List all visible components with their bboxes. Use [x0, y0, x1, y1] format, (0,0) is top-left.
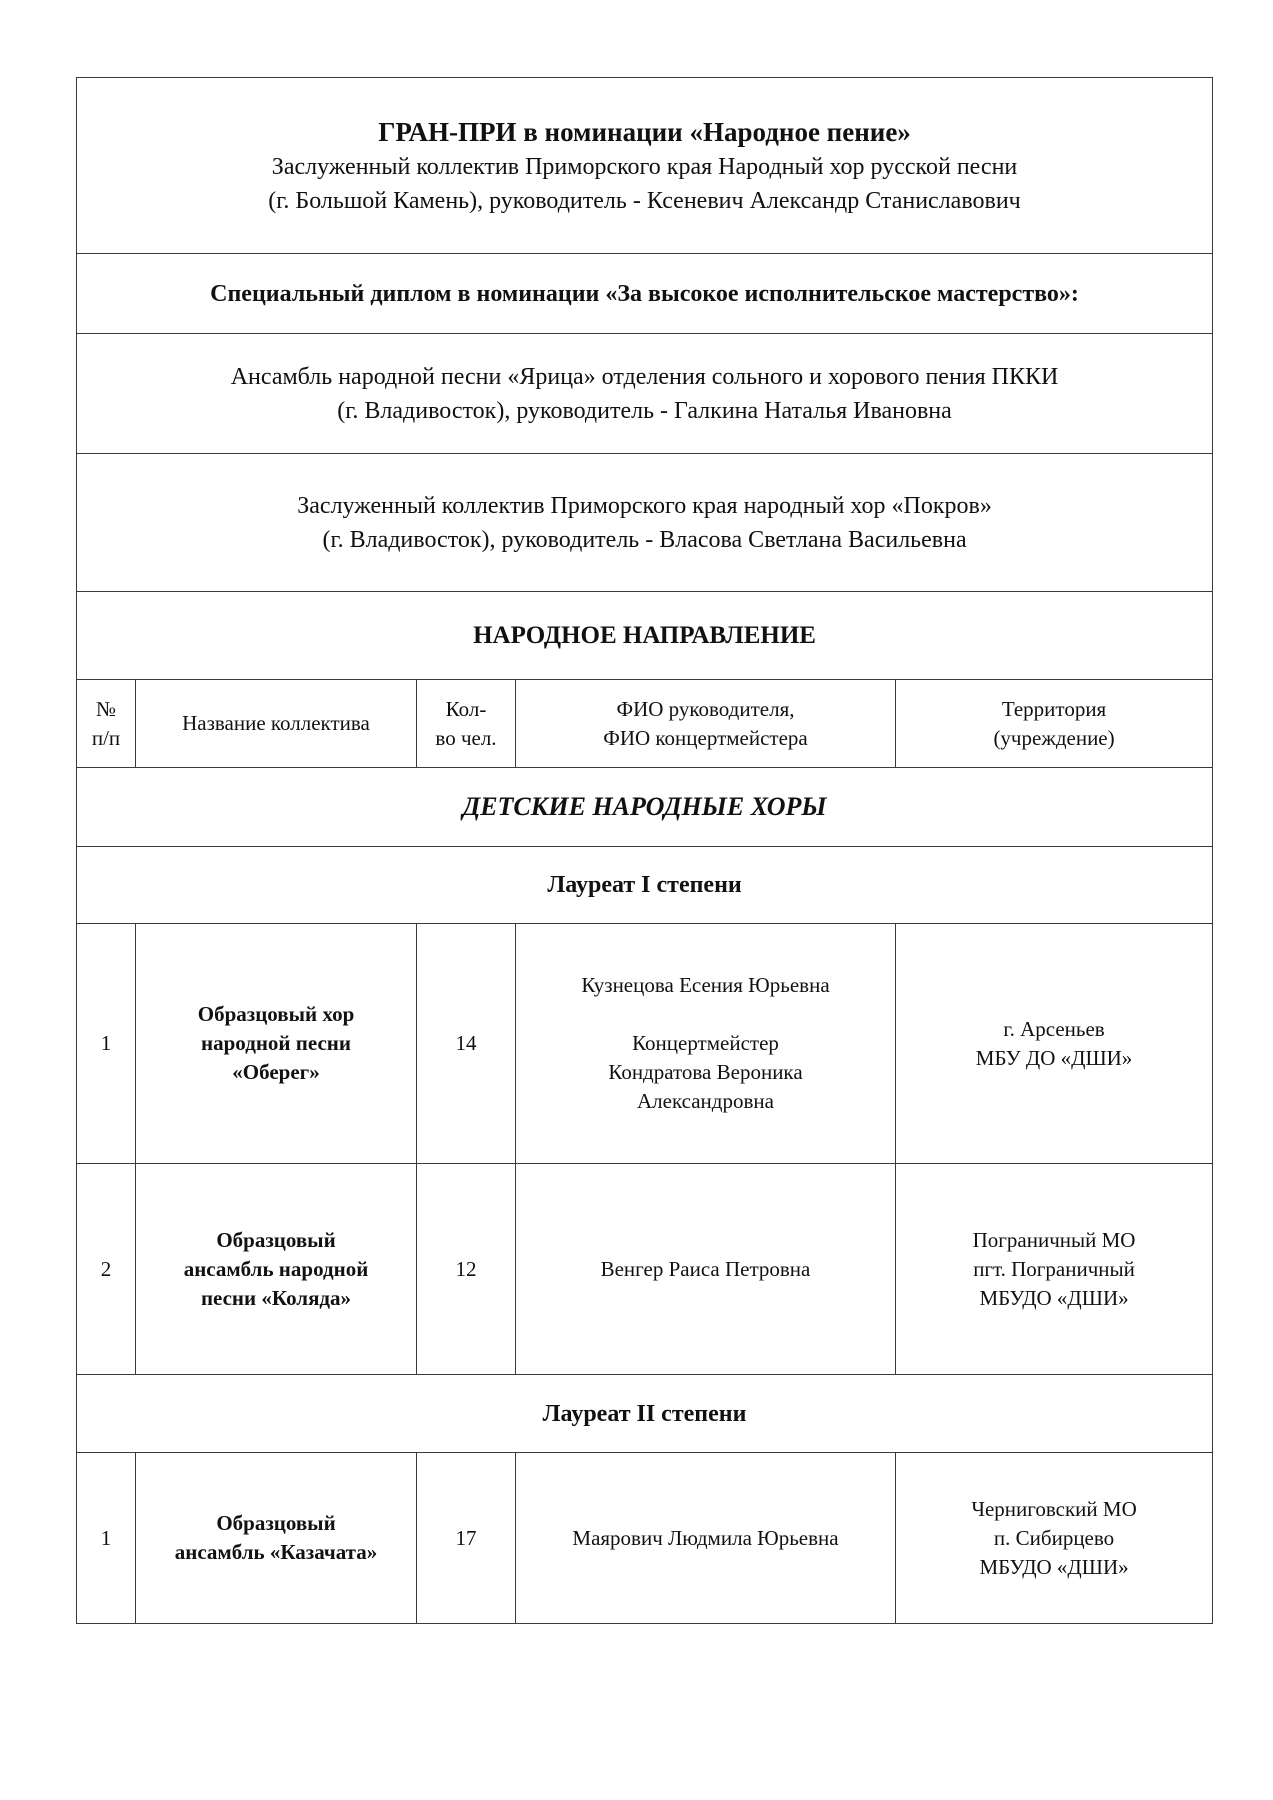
grand-prix-cell — [77, 78, 1213, 254]
col-header-name: Название коллектива — [136, 680, 417, 768]
row-leader-name: Маярович Людмила Юрьевна — [572, 1525, 839, 1550]
section-title-row — [77, 592, 1213, 680]
results-table — [76, 77, 1213, 1624]
special-diploma-heading: Специальный диплом в номинации «За высокое исполнительское мастерство»: — [77, 254, 1213, 334]
row-territory-line: г. Арсеньев — [1003, 1016, 1105, 1041]
row-num: 1 — [77, 1453, 136, 1624]
grand-prix-line2: (г. Большой Камень), руководитель - Ксеневич Александр Станиславович — [268, 187, 1021, 214]
row-count: 14 — [417, 924, 516, 1164]
col-header-num-line: № — [95, 696, 117, 721]
entry-line1: Заслуженный коллектив Приморского края народный хор «Покров» — [297, 492, 992, 519]
row-leader — [516, 1164, 896, 1375]
row-name-line: Образцовый — [216, 1227, 336, 1252]
row-territory-line: МБУ ДО «ДШИ» — [975, 1045, 1133, 1070]
row-leader-name: Кузнецова Есения Юрьевна — [581, 973, 830, 997]
row-name — [136, 924, 417, 1164]
row-territory-line: МБУДО «ДШИ» — [979, 1554, 1129, 1579]
row-name-line: ансамбль народной — [183, 1256, 369, 1281]
row-name-line: Образцовый хор — [197, 1002, 355, 1026]
col-header-leader-line: ФИО концертмейстера — [603, 725, 808, 750]
row-name-line: песни «Коляда» — [200, 1285, 352, 1310]
row-territory — [896, 924, 1213, 1164]
row-name-line: народной песни — [201, 1031, 351, 1055]
row-name-line: Образцовый — [216, 1511, 336, 1535]
entry-line2: (г. Владивосток), руководитель - Галкина Наталья Ивановна — [337, 397, 952, 424]
entry-line1: Ансамбль народной песни «Ярица» отделения сольного и хорового пения ПККИ — [230, 363, 1059, 390]
row-leader — [516, 1453, 896, 1624]
row-territory-line: Пограничный МО — [972, 1227, 1136, 1252]
row-num: 2 — [77, 1164, 136, 1375]
col-header-count-line: во чел. — [435, 725, 497, 750]
award-group-row — [77, 1375, 1213, 1453]
results-document — [76, 77, 1212, 1624]
row-count: 17 — [417, 1453, 516, 1624]
section-title: НАРОДНОЕ НАПРАВЛЕНИЕ — [77, 592, 1213, 680]
row-name — [136, 1453, 417, 1624]
row-territory — [896, 1164, 1213, 1375]
row-name — [136, 1164, 417, 1375]
col-header-num-line: п/п — [91, 725, 121, 750]
col-header-leader-line: ФИО руководителя, — [616, 696, 795, 721]
special-diploma-heading-row — [77, 254, 1213, 334]
col-header-count-line: Кол- — [445, 696, 487, 721]
category-title: ДЕТСКИЕ НАРОДНЫЕ ХОРЫ — [77, 768, 1213, 847]
row-territory-line: п. Сибирцево — [993, 1525, 1115, 1550]
row-accompanist-line: Концертмейстер — [632, 1031, 779, 1055]
row-num: 1 — [77, 924, 136, 1164]
row-leader — [516, 924, 896, 1164]
entry-line2: (г. Владивосток), руководитель - Власова Светлана Васильевна — [322, 526, 967, 553]
row-territory-line: Черниговский МО — [971, 1496, 1137, 1521]
col-header-territory-line: Территория — [1001, 696, 1107, 721]
award-group-title: Лауреат I степени — [77, 847, 1213, 924]
award-group-row — [77, 847, 1213, 924]
row-leader-name: Венгер Раиса Петровна — [600, 1256, 811, 1281]
grand-prix-row — [77, 78, 1213, 254]
row-accompanist-line: Александровна — [637, 1089, 774, 1113]
row-accompanist-line: Кондратова Вероника — [608, 1060, 803, 1084]
row-name-line: «Оберег» — [232, 1060, 320, 1084]
col-header-territory — [896, 680, 1213, 768]
row-territory — [896, 1453, 1213, 1624]
col-header-leader — [516, 680, 896, 768]
row-territory-line: пгт. Пограничный — [973, 1256, 1135, 1281]
award-group-title: Лауреат II степени — [77, 1375, 1213, 1453]
grand-prix-line1: Заслуженный коллектив Приморского края Народный хор русской песни — [271, 153, 1018, 180]
col-header-num — [77, 680, 136, 768]
special-diploma-entry — [77, 334, 1213, 454]
table-header-row — [77, 680, 1213, 768]
category-row — [77, 768, 1213, 847]
row-name-line: ансамбль «Казачата» — [174, 1540, 378, 1564]
table-row — [77, 1164, 1213, 1375]
table-row — [77, 924, 1213, 1164]
col-header-count — [417, 680, 516, 768]
table-row — [77, 1453, 1213, 1624]
row-count: 12 — [417, 1164, 516, 1375]
special-diploma-entry — [77, 454, 1213, 592]
grand-prix-title: ГРАН-ПРИ в номинации «Народное пение» — [378, 116, 911, 147]
col-header-territory-line: (учреждение) — [993, 725, 1115, 750]
row-territory-line: МБУДО «ДШИ» — [979, 1285, 1129, 1310]
